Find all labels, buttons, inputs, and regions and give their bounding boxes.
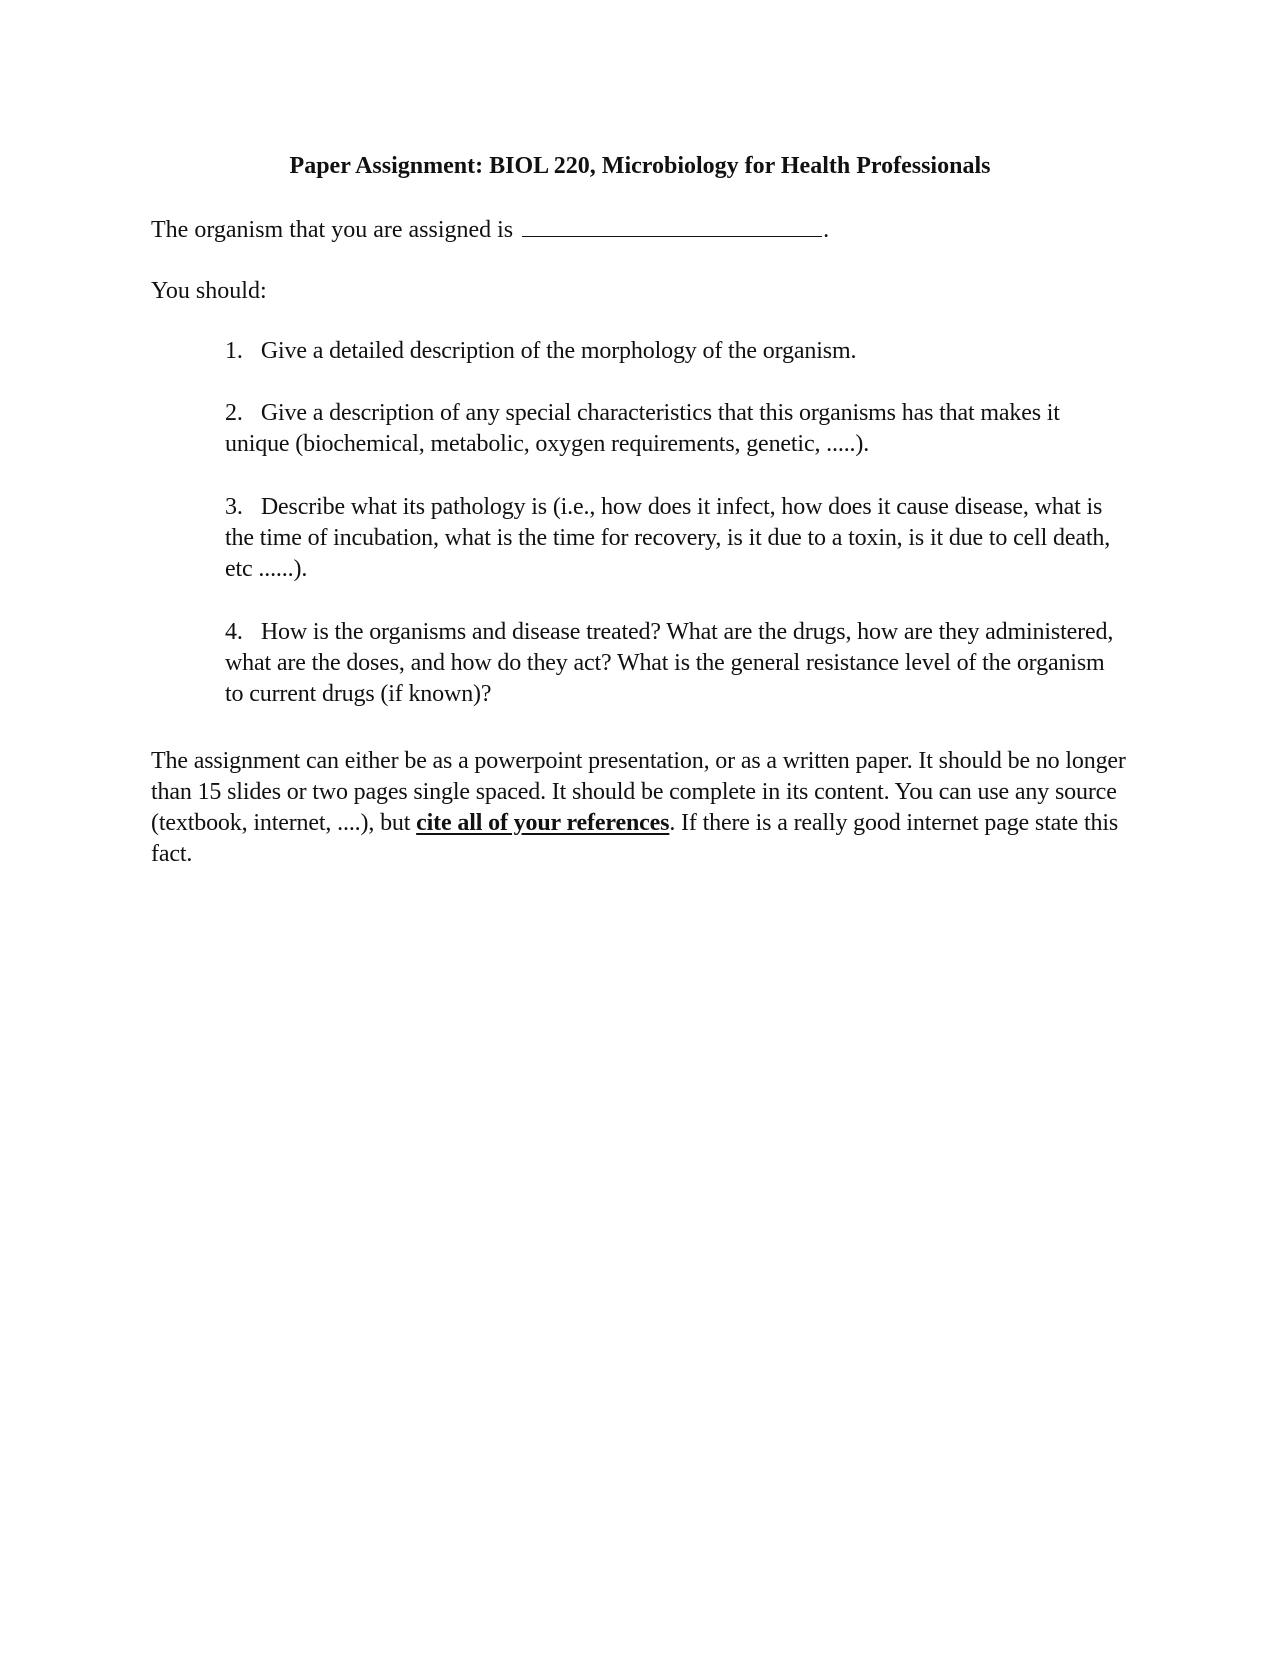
organism-blank	[522, 216, 822, 237]
list-item	[225, 492, 1125, 585]
list-item	[225, 336, 1125, 367]
page-title: Paper Assignment: BIOL 220, Microbiology for Health Professionals	[289, 153, 991, 179]
list-item-number: 2.	[225, 400, 243, 426]
list-item-text: Give a description of any special characteristics that this organisms has that makes it unique (biochemical, metabolic, oxygen requirements, genetic, .....).	[225, 400, 1060, 457]
list-item-number: 1.	[225, 338, 243, 364]
organism-prompt-line	[151, 215, 829, 246]
cite-references-emphasis: cite all of your references	[416, 810, 670, 836]
list-item	[225, 398, 1125, 460]
organism-prompt-end: .	[823, 217, 830, 243]
list-item	[225, 617, 1125, 710]
list-item-text: How is the organisms and disease treated? What are the drugs, how are they administered, what are the doses, and how do they act? What is the general resistance level of the organism to current drugs (if known)?	[225, 619, 1114, 707]
closing-paragraph	[151, 746, 1131, 870]
list-item-text: Give a detailed description of the morphology of the organism.	[260, 338, 857, 364]
list-item-number: 3.	[225, 494, 243, 520]
organism-prompt-label: The organism that you are assigned is	[151, 217, 514, 243]
list-item-text: Describe what its pathology is (i.e., how does it infect, how does it cause disease, what is the time of incubation, what is the time for recovery, is it due to a toxin, is it due to cell death, etc ......).	[225, 494, 1111, 582]
closing-text-1: The assignment can either be as a powerpoint presentation, or as a written paper. It should be no longer than 15 slides or two pages single spaced. It should be complete in its content. You can use any source (textbook, internet, ....), but	[151, 748, 1126, 836]
closing-text-2: . If there is a really good internet page state this fact.	[151, 810, 1119, 867]
list-item-number: 4.	[225, 619, 243, 645]
you-should-label: You should:	[151, 278, 267, 304]
